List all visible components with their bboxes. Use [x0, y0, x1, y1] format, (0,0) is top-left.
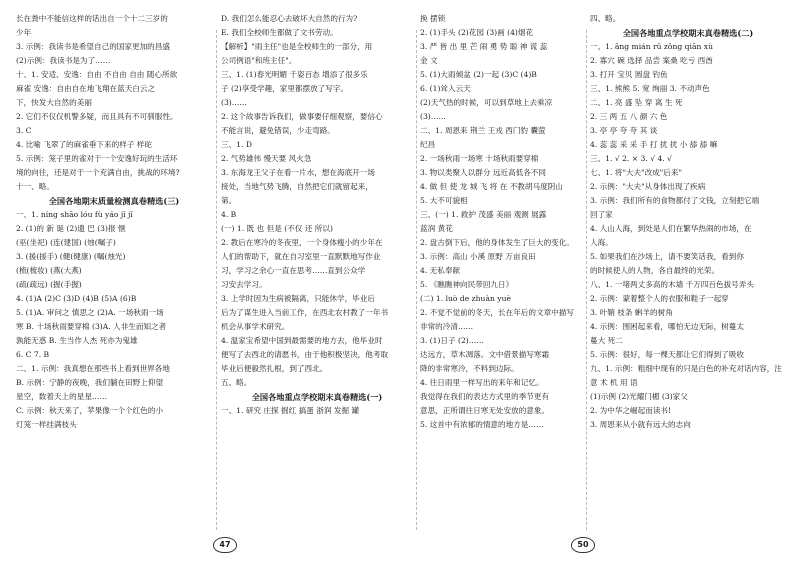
answer-line: C. 示例：秋天来了，苹果像一个个红色的小: [16, 406, 164, 415]
answer-line: 毕业后便毅然扎根，到了西北。: [221, 364, 328, 373]
answer-line: 3. 亭 亭 夸 夸 其 谈: [590, 126, 658, 135]
answer-line: 一、1. níng shāo lóu fù yáo jī jǐ: [16, 210, 133, 219]
answer-line: 2. (1)手头 (2)花园 (3)画 (4)烟花: [420, 28, 534, 37]
answer-line: 4. 蕊 蕊 采 采 手 打 扰 扰 小 舔 舔 嘛: [590, 140, 718, 149]
answer-column-4: [590, 12, 786, 432]
answer-line: 5. (1)大雨倾盆 (2)一起 (3)C (4)B: [420, 70, 537, 79]
answer-line: 4. 温家宝希望中国到最需要的地方去，他毕业时: [221, 336, 383, 345]
answer-line: 孰能无惑 B. 生当作人杰 死亦为鬼雄: [16, 336, 138, 345]
answer-line: 3. C: [16, 126, 32, 135]
answer-line: 5. 《瞧瞧神向民带回九日》: [420, 280, 514, 289]
answer-line: 三、1. D: [221, 140, 252, 149]
answer-line: 九、1. 示例：粗细中现有的只是白色的补充对话内容，注: [590, 364, 782, 373]
answer-line: 换 摆锁: [420, 14, 446, 23]
answer-line: 2. 为中华之崛起而读书!: [590, 406, 672, 415]
answer-line: 灯笼一样挂满枝头: [16, 420, 77, 429]
answer-line: 寒 B. 十场秋雨要穿棉 (3)A. 人非生而知之者: [16, 322, 167, 331]
answer-line: (3)……: [420, 112, 446, 121]
answer-line: 2. 这个故事告诉我们，做事要仔细观察，要信心: [221, 112, 383, 121]
answer-line: 不能言说，避免错误，少走弯路。: [221, 126, 335, 135]
answer-line: 五、略。: [221, 378, 252, 387]
answer-line: 第。: [221, 196, 237, 205]
answer-line: 三、1. √ 2. × 3. √ 4. √: [590, 154, 672, 163]
answer-line: 2. 示例："大夫"从身体出现了疾病: [590, 182, 706, 191]
answer-line: B. 示例：宁静的夜晚，我们躺在田野上仰望: [16, 378, 164, 387]
answer-line: 5. 示例：很好，每一棵天都让它们得到了吸收: [590, 350, 744, 359]
answer-line: 习安去学习。: [221, 280, 267, 289]
answer-line: 十一、略。: [16, 182, 54, 191]
answer-line: 全国各地期末质量检测真卷精选(三): [48, 196, 180, 206]
answer-line: 达远方，草木凋落。文中借景描写寒霜: [420, 350, 550, 359]
answer-line: 【解析】"雨主任"也是全校师生的一部分，用: [221, 42, 373, 51]
answer-line: 长在粪中不能信这样的话出自一个十二三岁的: [16, 14, 168, 23]
answer-line: 4. 人山人海，到处是人们在繁华热闹的市场，在: [590, 224, 752, 233]
answer-line: 6. C 7. B: [16, 350, 50, 359]
answer-line: 3. (1)日子 (2)……: [420, 336, 484, 345]
answer-line: 降的非常寒冷，不料到边际。: [420, 364, 519, 373]
answer-line: 6. (1)耸入云天: [420, 84, 471, 93]
page-number-label: 47: [219, 540, 231, 549]
answer-line: 七、1. 将"大夫"改成"后来": [590, 168, 682, 177]
answer-line: 八、1. 一堵两丈多高的木墙 千万四百色拔号弄头: [590, 280, 754, 289]
answer-line: 二、1. 周恩来 荆兰 王戎 西门豹 囊萤: [420, 126, 546, 135]
answer-line: 机会从事学术研究。: [221, 322, 290, 331]
answer-line: 2. 气势雄伟 慢天要 风火急: [221, 154, 312, 163]
answer-line: 3. 示例：我读书是希望自己的国家更加的昌盛: [16, 42, 170, 51]
answer-line: 的时候使人的人物，各自最终的光荣。: [590, 266, 720, 275]
answer-line: 3. 上学时因为生病被隔离，只能休学，毕业后: [221, 294, 375, 303]
answer-line: 三、1. (1)春光明媚 千姿百态 增添了很多乐: [221, 70, 368, 79]
answer-line: 意 术 机 用 语: [590, 378, 638, 387]
answer-line: (巫(坐祀) (连(建国) (烛(嘱子): [16, 238, 116, 247]
answer-line: 4. 往日雨里一样写出的来年和记忆。: [420, 378, 544, 387]
answer-line: 接处，当地气势飞腾，自然把它们就留起来，: [221, 182, 373, 191]
answer-line: 全国各地重点学校期末真卷精选(二): [622, 28, 754, 38]
answer-line: 5. 如果我们在沙场上，请不要笑话我，看到你: [590, 252, 744, 261]
answer-line: 回了家: [590, 210, 613, 219]
answer-line: 人们的帮助下，就在自习室里一直默默地写作业: [221, 252, 381, 261]
answer-line: 一、1. 研究 庄探 掘红 搞蛋 浙润 发掘 罐: [221, 406, 360, 415]
answer-line: 5. 这首中有浓郁的情意的地方是……: [420, 420, 544, 429]
answer-line: 人海。: [590, 238, 613, 247]
answer-line: 金 文: [420, 56, 438, 65]
answer-line: 4. 示例：围困起来看，哪怕无边无际，树蔓太: [590, 322, 744, 331]
answer-line: E. 我们全校师生都做了文书劳动。: [221, 28, 338, 37]
answer-line: 2. 它们不仅仅机警多疑，而且具有不可驯服性。: [16, 112, 178, 121]
answer-line: 公司例语"和班主任"。: [221, 56, 297, 65]
answer-line: 3. 打开 宝贝 圆盘 钓鱼: [590, 70, 668, 79]
column-divider: [586, 30, 587, 530]
answer-line: 3. 周恩来从小就有远大的志向: [590, 420, 691, 429]
answer-line: 4. 做 但 使 龙 城 飞 将 在 不教胡马度阴山: [420, 182, 563, 191]
answer-line: 非常的冷清……: [420, 322, 474, 331]
answer-line: D. 我们怎么能忍心去破坏大自然的行为?: [221, 14, 358, 23]
answer-line: 2. 三 两 五 八 颜 六 色: [590, 112, 668, 121]
answer-line: 少年: [16, 28, 32, 37]
answer-line: 3. 严 皆 出 里 芒 闹 勇 势 聪 神 谎 蕊: [420, 42, 548, 51]
column-divider: [216, 30, 217, 530]
answer-line: 二、1. 示例：我真想在那些书上看到世界各地: [16, 364, 170, 373]
answer-line: 一、1. āng mián rǔ zǒng qiān xù: [590, 42, 713, 51]
answer-column-3: [420, 12, 584, 432]
answer-line: 4. B: [221, 210, 237, 219]
answer-line: 2. 盘古倒下后，他的身体发生了巨大的变化。: [420, 238, 574, 247]
answer-line: 3. 示例：我们所有的食物都付了文钱，立刻把它端: [590, 196, 760, 205]
answer-line: 2. 教后在寒冷的冬夜里，一个身体瘦小的少年在: [221, 238, 383, 247]
page-number-label: 50: [577, 540, 589, 549]
page-number-right: [568, 536, 598, 554]
answer-line: 2. 一场秋雨一场寒 十场秋雨要穿棉: [420, 154, 539, 163]
page-number-left: [210, 536, 240, 554]
answer-line: 三、(一) 1. 救护 茂盛 美丽 观测 展露: [420, 210, 547, 219]
answer-line: (2)天气热的时候，可以到草地上去乘凉: [420, 98, 553, 107]
answer-line: (梳(梳妆) (燕(大燕): [16, 266, 82, 275]
answer-line: 4. 无私奉献: [420, 266, 461, 275]
answer-line: 2. 寡穴 碗 选择 品尝 案桑 吃亏 西酋: [590, 56, 713, 65]
answer-line: (3)……: [221, 98, 247, 107]
answer-line: 麻雀 安逸：自由自在地飞翔在蓝天白云之: [16, 84, 156, 93]
answer-line: (1)示例 (2)光耀门楣 (3)家父: [590, 392, 688, 401]
column-divider: [416, 30, 417, 530]
answer-line: (一) 1. 既 也 但是 (不仅 还 所以): [221, 224, 333, 233]
answer-line: 3. 物以类聚人以群分 远近高低各不同: [420, 168, 546, 177]
answer-line: 2. 示例：蒙着整个人的衣服和鞋子一起穿: [590, 294, 729, 303]
answer-line: 4. (1)A (2)C (3)D (4)B (5)A (6)B: [16, 294, 137, 303]
answer-line: 便写了去西北的请愿书，由于他积极坚决，他考取: [221, 350, 389, 359]
answer-line: 下，快发大自然的美丽: [16, 98, 92, 107]
answer-line: 二、1. 亮 盛 坠 穿 离 生 死: [590, 98, 683, 107]
answer-line: 3. 叶鞘 枝条 蝌羊的树角: [590, 308, 673, 317]
answer-line: 3. (援(援手) (健(健康) (嘱(烛光): [16, 252, 126, 261]
answer-line: 5. (1)A. 审问之 慎思之 (2)A. 一场秋雨一场: [16, 308, 164, 317]
answer-line: 十、1. 安适、安逸：自由 不自由 自由 随心所欲: [16, 70, 178, 79]
answer-line: (二) 1. luò de zhuàn yuè: [420, 294, 511, 303]
answer-line: 后为了谋生进入当前工作，在西北农村教了一年书: [221, 308, 389, 317]
answer-line: 5. 示例：笼子里的雀对于一个安逸好玩的生活环: [16, 154, 178, 163]
answer-column-1: [16, 12, 212, 432]
answer-line: 子 (2)享受学趣，家里都摆放了写字。: [221, 84, 349, 93]
answer-line: 3. 示例：高山 小溪 原野 万亩良田: [420, 252, 536, 261]
answer-column-2: [221, 12, 413, 418]
answer-line: 4. 比喻 飞翠了的麻雀垂下来的样子 样砣: [16, 140, 152, 149]
answer-line: 四、略。: [590, 14, 621, 23]
answer-line: 蓝润 黄花: [420, 224, 453, 233]
answer-line: 全国各地重点学校期末真卷精选(一): [251, 392, 383, 402]
answer-line: 5. 大不可貌相: [420, 196, 468, 205]
answer-line: 境的向往，还是对于一个充满自由，挑战的环境?: [16, 168, 180, 177]
answer-line: 三、1. 熊熊 5. 宽 绚丽 3. 不动声色: [590, 84, 710, 93]
answer-line: (2)示例：我读书是为了……: [16, 56, 111, 65]
answer-line: 习，学习之余心一直在思考……直到公众学: [221, 266, 366, 275]
answer-line: 2. (1)的 新 诞 (2)遗 巴 (3)报 惬: [16, 224, 126, 233]
answer-line: 纪昌: [420, 140, 436, 149]
answer-line: 蔓大 死二: [590, 336, 623, 345]
answer-line: 2. 不觉不觉前的冬天，长在年后的文章中描写: [420, 308, 574, 317]
answer-line: 意思，正所谓往日寒无处安放的意象。: [420, 406, 550, 415]
answer-line: (疏(疏远) (握(手握): [16, 280, 82, 289]
answer-line: 3. 东海龙王父子在看一片水，想在海底开一场: [221, 168, 375, 177]
answer-line: 星空，数着天上的星星……: [16, 392, 108, 401]
answer-line: 我觉得在我们的表达方式里的季节更有: [420, 392, 550, 401]
